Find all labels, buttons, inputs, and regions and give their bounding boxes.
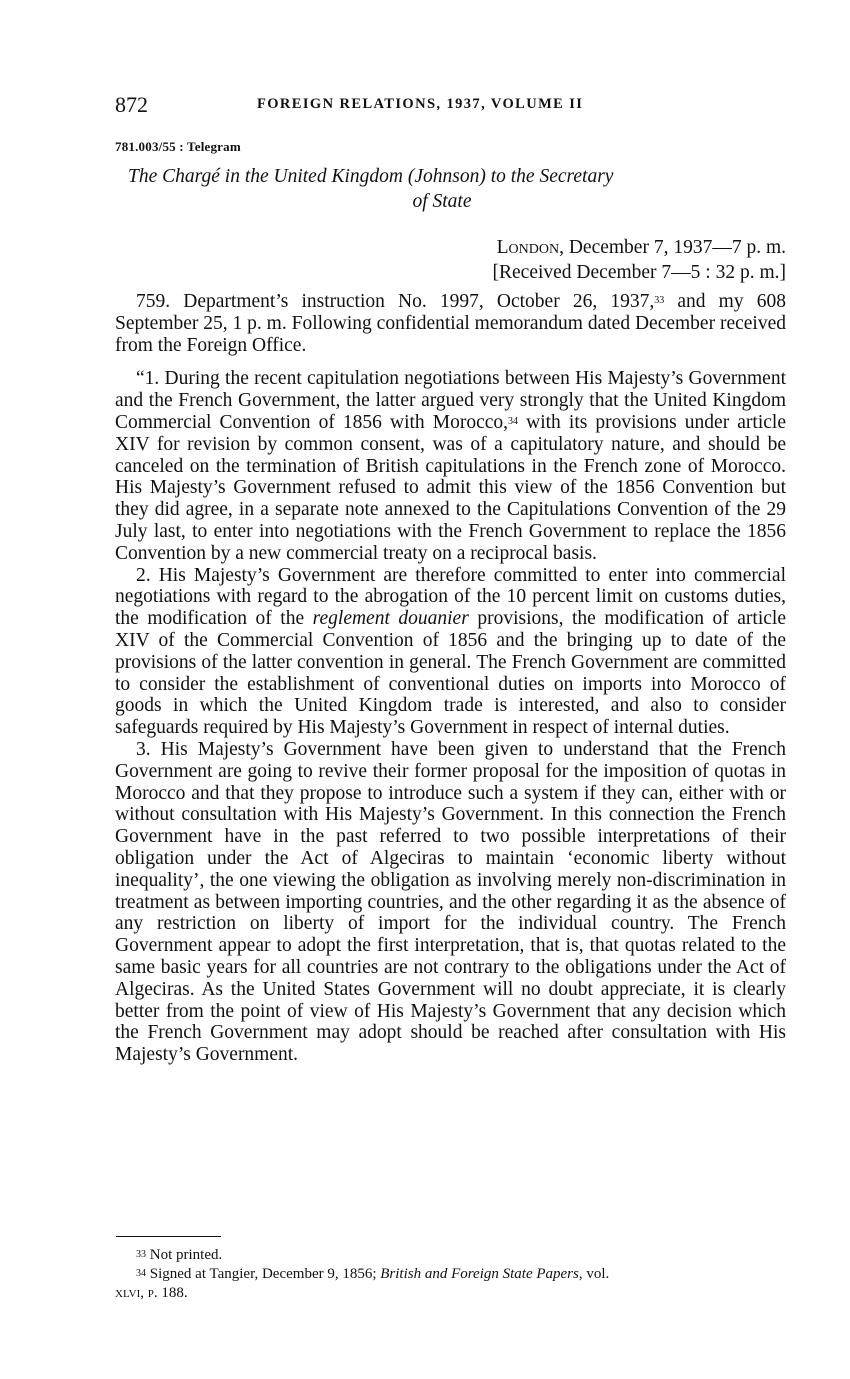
intro-text-b: and my 608 September 25, 1 p. m. Following confidential memorandum dated December received from the Foreign Office. bbox=[115, 291, 786, 356]
paragraph-2-italic: reglement douanier bbox=[312, 608, 469, 630]
paragraph-2 bbox=[115, 565, 786, 739]
paragraph-2-text-a: 2. His Majesty’s Government are therefore committed to enter into commercial negotiations with regard to the abrogation of the 10 percent limit on customs duties, the modification of the bbox=[115, 564, 786, 630]
footnote-divider bbox=[116, 1236, 221, 1237]
footnote-33-marker: 33 bbox=[136, 1249, 146, 1260]
footnotes bbox=[115, 1246, 786, 1303]
paragraph-1-text-b: with its provisions under article XIV for revision by common consent, was of a capitulatory nature, and should be canceled on the termination of British capitulations in the French zone of Morocco. His Majesty’s Government refused to admit this view of the 1856 Convention but they did agree, in a separate note annexed to the Capitulations Convention of the 29 July last, to enter into negotiations with the French Government to replace the 1856 Convention by a new commercial treaty on a reciprocal basis. bbox=[115, 411, 786, 564]
file-reference: 781.003/55 : Telegram bbox=[115, 139, 241, 154]
dateline-sent bbox=[115, 235, 786, 260]
footnote-33-text: Not printed. bbox=[146, 1247, 223, 1263]
paragraph-1-text-a: “1. During the recent capitulation negotiations between His Majesty’s Government and the French Government, the latter argued very strongly that the United Kingdom Commercial Convention of 1856 with Morocco, bbox=[115, 368, 786, 433]
paragraph-2-text-b: provisions, the modification of article XIV of the Commercial Convention of 1856 and the bringing up to date of the provisions of the latter convention in general. The French Government are committed to consider the establishment of conventional duties on imports into Morocco of goods in which the United Kingdom trade is interested, and also to consider safeguards required by His Majesty’s Government in respect of internal duties. bbox=[115, 608, 786, 739]
title-line-1: The Chargé in the United Kingdom (Johnson) to the Secretary bbox=[128, 166, 614, 187]
footnote-34-text-b: , vol. bbox=[578, 1266, 610, 1282]
dateline-received: [Received December 7—5 : 32 p. m.] bbox=[492, 262, 786, 283]
dateline-date: , December 7, 1937—7 p. m. bbox=[559, 237, 786, 258]
footnote-34 bbox=[115, 1265, 786, 1284]
footnote-ref-34: 34 bbox=[508, 415, 519, 427]
footnote-34-text-a: Signed at Tangier, December 9, 1856; bbox=[146, 1266, 381, 1282]
telegram-body bbox=[115, 291, 786, 1066]
footnote-34-italic: British and Foreign State Papers bbox=[380, 1266, 579, 1282]
footnote-34-marker: 34 bbox=[136, 1268, 146, 1279]
document-title bbox=[128, 164, 778, 214]
footnote-34-continued bbox=[115, 1284, 786, 1303]
paragraph-1 bbox=[115, 368, 786, 564]
paragraph-3: 3. His Majesty’s Government have been given to understand that the French Government are going to revive their former proposal for the imposition of quotas in Morocco and that they propose to introduce such a system if they can, either with or without consultation with His Majesty’s Government. In this connection the French Government have in the past referred to two possible interpretations of their obligation under the Act of Algeciras to maintain ‘economic liberty without inequality’, the one viewing the obligation as involving merely non-discrimination in treatment as between importing countries, and the other regarding it as the absence of any restriction on liberty of import for the individual country. The French Government appear to adopt the first interpretation, that is, that quotas related to the same basic years for all countries are not contrary to the obligations under the Act of Algeciras. As the United States Government will no doubt appreciate, it is clearly better from the point of view of His Majesty’s Government that any decision which the French Government may adopt should be reached after consultation with His Majesty’s Government. bbox=[115, 738, 786, 1066]
dateline-place: London bbox=[496, 237, 560, 258]
intro-text-a: 759. Department’s instruction No. 1997, October 26, 1937, bbox=[136, 291, 655, 312]
title-line-2: of State bbox=[412, 191, 472, 212]
dateline bbox=[115, 235, 786, 285]
intro-paragraph bbox=[115, 291, 786, 356]
footnote-ref-33: 33 bbox=[654, 295, 665, 306]
page-number: 872 bbox=[115, 92, 148, 117]
footnote-33 bbox=[115, 1246, 786, 1265]
footnote-34-text-c: xlvi, p. 188. bbox=[115, 1285, 188, 1301]
running-title: FOREIGN RELATIONS, 1937, VOLUME II bbox=[257, 96, 584, 112]
page-header bbox=[115, 92, 795, 122]
